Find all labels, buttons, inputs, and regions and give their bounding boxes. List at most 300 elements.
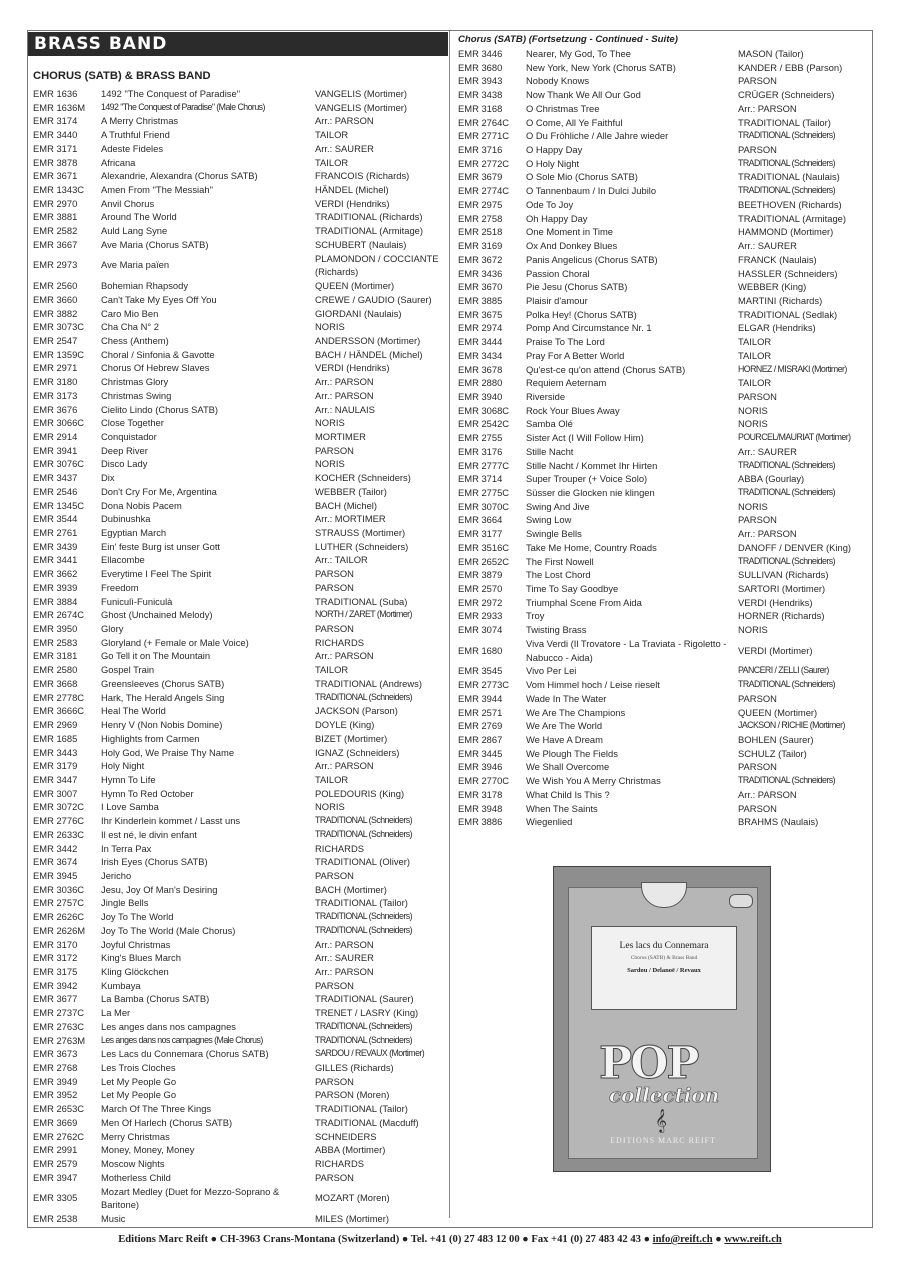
catalog-title: Freedom <box>101 581 139 593</box>
catalog-row <box>33 814 448 828</box>
catalog-code: EMR 2582 <box>33 225 78 237</box>
catalog-title: Moscow Nights <box>101 1158 165 1170</box>
catalog-composer: CREWE / GAUDIO (Saurer) <box>315 293 432 305</box>
catalog-code: EMR 3879 <box>458 569 503 581</box>
catalog-title: Pomp And Circumstance Nr. 1 <box>526 322 652 334</box>
catalog-code: EMR 1345C <box>33 499 85 511</box>
catalog-code: EMR 2768 <box>33 1062 78 1074</box>
catalog-code: EMR 2579 <box>33 1158 78 1170</box>
catalog-code: EMR 2880 <box>458 377 503 389</box>
catalog-row <box>458 184 870 198</box>
catalog-row <box>458 788 870 802</box>
footer-web-link[interactable]: www.reift.ch <box>724 1234 782 1245</box>
catalog-row <box>33 279 448 293</box>
catalog-row <box>33 334 448 348</box>
catalog-row <box>33 1143 448 1157</box>
catalog-code: EMR 3305 <box>33 1192 78 1204</box>
catalog-row <box>458 706 870 720</box>
banner-title: BRASS BAND <box>28 32 448 56</box>
catalog-row <box>33 1102 448 1116</box>
catalog-code: EMR 3066C <box>33 417 85 429</box>
catalog-title: Hymn To Red October <box>101 787 194 799</box>
catalog-code: EMR 3679 <box>458 171 503 183</box>
catalog-composer: POLEDOURIS (King) <box>315 787 405 799</box>
catalog-composer: TRADITIONAL (Saurer) <box>315 993 414 1005</box>
catalog-code: EMR 2867 <box>458 733 503 745</box>
left-section-title: CHORUS (SATB) & BRASS BAND <box>33 70 211 82</box>
catalog-row <box>458 390 870 404</box>
catalog-title: I Love Samba <box>101 801 159 813</box>
catalog-code: EMR 2653C <box>33 1103 85 1115</box>
catalog-row <box>33 471 448 485</box>
catalog-code: EMR 3175 <box>33 966 78 977</box>
catalog-row <box>458 486 870 500</box>
catalog-code: EMR 3672 <box>458 253 503 265</box>
catalog-title: Close Together <box>101 417 164 429</box>
catalog-composer: PARSON <box>315 568 354 580</box>
catalog-row <box>458 802 870 816</box>
catalog-title: O Come, All Ye Faithful <box>526 116 623 128</box>
catalog-code: EMR 3445 <box>458 747 503 759</box>
catalog-composer: KANDER / EBB (Parson) <box>738 61 843 73</box>
catalog-title: Motherless Child <box>101 1171 171 1183</box>
catalog-row <box>458 692 870 706</box>
catalog-code: EMR 3172 <box>33 952 78 964</box>
catalog-row <box>33 732 448 746</box>
catalog-title: Don't Cry For Me, Argentina <box>101 485 217 497</box>
catalog-composer: Arr.: PARSON <box>315 760 374 772</box>
catalog-code: EMR 2583 <box>33 636 78 648</box>
catalog-composer: VERDI (Hendriks) <box>315 362 390 374</box>
catalog-composer: PARSON <box>315 444 354 456</box>
catalog-title: Ox And Donkey Blues <box>526 240 618 252</box>
catalog-row <box>33 1212 448 1226</box>
catalog-title: O Christmas Tree <box>526 102 600 114</box>
catalog-title: Can't Take My Eyes Off You <box>101 293 217 305</box>
catalog-composer: TRADITIONAL (Schneiders) <box>315 1020 412 1031</box>
catalog-code: EMR 2762C <box>33 1130 85 1142</box>
catalog-code: EMR 3885 <box>458 294 503 306</box>
catalog-row <box>458 472 870 486</box>
catalog-code: EMR 3436 <box>458 267 503 279</box>
sun-logo-icon <box>641 882 687 908</box>
catalog-row <box>33 183 448 197</box>
catalog-row <box>33 1034 448 1048</box>
catalog-composer: Arr.: NAULAIS <box>315 403 375 415</box>
catalog-row <box>458 664 870 678</box>
catalog-code: EMR 3171 <box>33 142 78 154</box>
catalog-row <box>33 677 448 691</box>
catalog-code: EMR 1636M <box>33 101 86 113</box>
catalog-composer: Arr.: PARSON <box>738 102 797 114</box>
catalog-title: Swing Low <box>526 514 572 526</box>
catalog-code: EMR 3884 <box>33 595 78 607</box>
catalog-title: Adeste Fideles <box>101 142 164 154</box>
catalog-composer: Arr.: PARSON <box>315 376 374 388</box>
catalog-title: Time To Say Goodbye <box>526 583 619 595</box>
catalog-composer: PARSON <box>738 514 777 526</box>
catalog-code: EMR 3677 <box>33 993 78 1005</box>
catalog-title: Triumphal Scene From Aida <box>526 596 642 608</box>
catalog-title: 1492 "The Conquest of Paradise" <box>101 88 241 99</box>
catalog-code: EMR 1636 <box>33 88 78 99</box>
catalog-code: EMR 3516C <box>458 541 510 553</box>
catalog-title: When The Saints <box>526 802 598 814</box>
catalog-title: Plaisir d'amour <box>526 294 588 306</box>
catalog-code: EMR 2633C <box>33 828 85 840</box>
catalog-composer: PARSON <box>315 979 354 991</box>
catalog-title: Nearer, My God, To Thee <box>526 48 631 59</box>
catalog-code: EMR 3074 <box>458 624 503 636</box>
catalog-title: Money, Money, Money <box>101 1144 195 1156</box>
catalog-code: EMR 2761 <box>33 527 78 538</box>
catalog-code: EMR 3178 <box>458 788 503 800</box>
catalog-composer: TRADITIONAL (Tailor) <box>315 897 408 909</box>
catalog-row <box>458 637 870 664</box>
catalog-row <box>33 389 448 403</box>
catalog-row <box>458 760 870 774</box>
catalog-composer: TRADITIONAL (Suba) <box>315 595 408 607</box>
catalog-code: EMR 3441 <box>33 554 78 566</box>
catalog-row <box>33 663 448 677</box>
right-catalog-list <box>458 47 870 829</box>
catalog-code: EMR 3073C <box>33 321 85 333</box>
catalog-composer: TRADITIONAL (Schneiders) <box>315 815 412 826</box>
catalog-title: Take Me Home, Country Roads <box>526 541 657 553</box>
catalog-code: EMR 2758 <box>458 212 503 224</box>
catalog-code: EMR 3072C <box>33 801 85 813</box>
catalog-code: EMR 2775C <box>458 487 510 498</box>
catalog-row <box>33 224 448 238</box>
catalog-composer: JACKSON (Parson) <box>315 705 398 717</box>
catalog-title: Merry Christmas <box>101 1130 170 1142</box>
cover-title: Les lacs du Connemara <box>619 941 709 951</box>
catalog-composer: ABBA (Gourlay) <box>738 473 805 485</box>
catalog-code: EMR 2674C <box>33 609 85 621</box>
publisher-badge-icon <box>729 894 753 908</box>
catalog-row <box>33 293 448 307</box>
treble-clef-icon: 𝄞 <box>655 1110 667 1132</box>
catalog-row <box>33 114 448 128</box>
catalog-title: Pray For A Better World <box>526 349 625 361</box>
catalog-code: EMR 3434 <box>458 349 503 361</box>
catalog-row <box>458 815 870 829</box>
catalog-composer: Arr.: PARSON <box>315 938 374 950</box>
catalog-title: Les anges dans nos campagnes (Male Chorus) <box>101 1034 263 1045</box>
catalog-code: EMR 3670 <box>458 281 503 293</box>
catalog-composer: TRADITIONAL (Schneiders) <box>738 775 835 786</box>
catalog-row <box>458 294 870 308</box>
catalog-title: Holy God, We Praise Thy Name <box>101 746 235 758</box>
catalog-composer: RICHARDS <box>315 1158 364 1170</box>
catalog-code: EMR 3942 <box>33 979 78 991</box>
catalog-title: Deep River <box>101 444 148 456</box>
catalog-row <box>458 280 870 294</box>
catalog-code: EMR 3170 <box>33 938 78 950</box>
catalog-row <box>33 581 448 595</box>
catalog-composer: SCHULZ (Tailor) <box>738 747 807 759</box>
catalog-row <box>33 567 448 581</box>
catalog-title: Funiculì-Funiculà <box>101 595 173 607</box>
catalog-code: EMR 3446 <box>458 48 503 59</box>
catalog-row <box>458 225 870 239</box>
catalog-row <box>458 239 870 253</box>
catalog-title: Les anges dans nos campagnes <box>101 1020 236 1032</box>
catalog-composer: NORIS <box>315 417 345 429</box>
catalog-title: Holy Night <box>101 760 145 772</box>
catalog-composer: TRADITIONAL (Schneiders) <box>738 555 835 566</box>
catalog-composer: Arr.: PARSON <box>738 528 797 540</box>
catalog-code: EMR 2933 <box>458 610 503 622</box>
catalog-row <box>458 404 870 418</box>
catalog-code: EMR 3176 <box>458 445 503 457</box>
left-catalog-list <box>33 87 448 1226</box>
catalog-row <box>458 253 870 267</box>
catalog-title: We Have A Dream <box>526 733 603 745</box>
catalog-composer: LUTHER (Schneiders) <box>315 540 409 552</box>
catalog-code: EMR 3169 <box>458 240 503 252</box>
catalog-row <box>33 1088 448 1102</box>
column-divider <box>449 31 450 1218</box>
catalog-composer: BRAHMS (Naulais) <box>738 816 819 828</box>
catalog-row <box>458 308 870 322</box>
cover-inner <box>568 887 758 1159</box>
catalog-row <box>33 320 448 334</box>
catalog-composer: PARSON <box>738 75 777 87</box>
catalog-title: Les Trois Cloches <box>101 1062 176 1074</box>
catalog-title: Pie Jesu (Chorus SATB) <box>526 281 628 293</box>
catalog-composer: JACKSON / RICHIE (Mortimer) <box>738 720 845 731</box>
catalog-title: We Are The Champions <box>526 706 626 718</box>
cover-pop-logo: POP <box>599 1038 698 1089</box>
catalog-title: Hymn To Life <box>101 773 156 785</box>
catalog-composer: VANGELIS (Mortimer) <box>315 88 408 99</box>
catalog-composer: TAILOR <box>315 156 349 168</box>
catalog-code: EMR 2773C <box>458 679 510 691</box>
catalog-code: EMR 3439 <box>33 540 78 552</box>
catalog-title: Sister Act (I Will Follow Him) <box>526 432 644 444</box>
catalog-title: Vivo Per Lei <box>526 665 577 677</box>
catalog-title: A Merry Christmas <box>101 115 179 127</box>
catalog-title: Oh Happy Day <box>526 212 588 224</box>
catalog-title: Amen From "The Messiah" <box>101 184 213 196</box>
catalog-title: La Mer <box>101 1007 131 1019</box>
catalog-composer: Arr.: PARSON <box>315 650 374 662</box>
catalog-row <box>33 252 448 279</box>
catalog-row <box>33 924 448 938</box>
catalog-composer: GILLES (Richards) <box>315 1062 394 1074</box>
catalog-title: Joyful Christmas <box>101 938 171 950</box>
catalog-title: Auld Lang Syne <box>101 225 168 237</box>
catalog-row <box>458 376 870 390</box>
catalog-composer: TAILOR <box>738 349 772 361</box>
catalog-composer: SARDOU / REVAUX (Mortimer) <box>315 1048 425 1059</box>
catalog-title: Alexandrie, Alexandra (Chorus SATB) <box>101 170 258 182</box>
catalog-title: Qu'est-ce qu'on attend (Chorus SATB) <box>526 363 686 375</box>
catalog-row <box>33 649 448 663</box>
catalog-title: Ihr Kinderlein kommet / Lasst uns <box>101 815 241 827</box>
catalog-composer: BACH (Michel) <box>315 499 377 511</box>
catalog-composer: GIORDANI (Naulais) <box>315 307 402 319</box>
catalog-title: Jericho <box>101 869 132 881</box>
catalog-title: Now Thank We All Our God <box>526 89 641 101</box>
catalog-code: EMR 2560 <box>33 280 78 292</box>
catalog-code: EMR 3007 <box>33 787 78 799</box>
catalog-title: Kumbaya <box>101 979 141 991</box>
catalog-code: EMR 2571 <box>458 706 503 718</box>
catalog-code: EMR 1343C <box>33 184 85 196</box>
catalog-composer: Arr.: TAILOR <box>315 554 368 566</box>
catalog-title: We Plough The Fields <box>526 747 618 759</box>
catalog-row <box>458 774 870 788</box>
catalog-row <box>33 485 448 499</box>
catalog-title: Super Trouper (+ Voice Solo) <box>526 473 648 485</box>
footer-text: Editions Marc Reift ● CH-3963 Crans-Montana (Switzerland) ● Tel. +41 (0) 27 483 12 00 ● Fax +41 (0) 27 483 42 43 ● <box>118 1234 653 1245</box>
catalog-code: EMR 1359C <box>33 348 85 360</box>
catalog-code: EMR 3941 <box>33 444 78 456</box>
cover-collection-logo: collection <box>609 1083 720 1107</box>
catalog-composer: BACH (Mortimer) <box>315 883 387 895</box>
catalog-title: Nobody Knows <box>526 75 590 87</box>
catalog-row <box>33 746 448 760</box>
catalog-composer: TRADITIONAL (Schneiders) <box>738 679 835 690</box>
catalog-composer: Arr.: MORTIMER <box>315 513 386 525</box>
catalog-title: One Moment in Time <box>526 226 614 238</box>
catalog-title: Chess (Anthem) <box>101 334 169 346</box>
catalog-title: Gloryland (+ Female or Male Voice) <box>101 636 249 648</box>
catalog-composer: TRADITIONAL (Naulais) <box>738 171 840 183</box>
catalog-code: EMR 3545 <box>458 665 503 677</box>
catalog-row <box>458 459 870 473</box>
catalog-composer: DANOFF / DENVER (King) <box>738 541 852 553</box>
catalog-composer: NORIS <box>738 404 768 416</box>
catalog-row <box>33 842 448 856</box>
catalog-code: EMR 2774C <box>458 185 510 197</box>
catalog-row <box>33 883 448 897</box>
catalog-title: Cha Cha N° 2 <box>101 321 159 333</box>
catalog-composer: PARSON <box>315 623 354 635</box>
catalog-composer: SARTORI (Mortimer) <box>738 583 826 595</box>
catalog-code: EMR 3440 <box>33 129 78 141</box>
catalog-title: We Wish You A Merry Christmas <box>526 775 661 787</box>
catalog-title: Ave Maria (Chorus SATB) <box>101 238 209 250</box>
catalog-code: EMR 2652C <box>458 555 510 567</box>
catalog-composer: Arr.: SAURER <box>315 142 374 154</box>
catalog-title: O Du Fröhliche / Alle Jahre wieder <box>526 130 669 142</box>
catalog-row <box>33 1116 448 1130</box>
catalog-code: EMR 3444 <box>458 336 503 348</box>
catalog-row <box>33 855 448 869</box>
catalog-title: March Of The Three Kings <box>101 1103 212 1115</box>
catalog-title: Disco Lady <box>101 458 148 470</box>
catalog-code: EMR 3878 <box>33 156 78 168</box>
catalog-code: EMR 2972 <box>458 596 503 608</box>
catalog-code: EMR 3076C <box>33 458 85 470</box>
catalog-title: Ghost (Unchained Melody) <box>101 609 213 621</box>
catalog-composer: TRADITIONAL (Schneiders) <box>738 157 835 168</box>
catalog-title: Panis Angelicus (Chorus SATB) <box>526 253 658 265</box>
catalog-composer: PARSON <box>315 1171 354 1183</box>
catalog-code: EMR 3664 <box>458 514 503 526</box>
catalog-row <box>458 568 870 582</box>
catalog-composer: Arr.: SAURER <box>315 952 374 964</box>
catalog-row <box>33 1020 448 1034</box>
catalog-row <box>33 444 448 458</box>
catalog-composer: MOZART (Moren) <box>315 1192 390 1204</box>
catalog-row <box>458 267 870 281</box>
catalog-code: EMR 1680 <box>458 644 503 656</box>
catalog-row <box>458 88 870 102</box>
catalog-title: Requiem Aeternam <box>526 377 607 389</box>
cover-subtitle: Chorus (SATB) & Brass Band <box>630 955 698 961</box>
catalog-code: EMR 2546 <box>33 485 78 497</box>
catalog-title: Mozart Medley (Duet for Mezzo-Soprano & Baritone) <box>101 1185 280 1211</box>
catalog-title: Bohemian Rhapsody <box>101 280 189 292</box>
catalog-code: EMR 3662 <box>33 568 78 580</box>
catalog-row <box>33 142 448 156</box>
catalog-code: EMR 3671 <box>33 170 78 182</box>
catalog-code: EMR 3544 <box>33 513 78 525</box>
catalog-composer: Arr.: SAURER <box>738 240 797 252</box>
catalog-code: EMR 3881 <box>33 211 78 223</box>
catalog-composer: TRADITIONAL (Schneiders) <box>315 691 412 702</box>
catalog-composer: TRADITIONAL (Armitage) <box>315 225 423 237</box>
catalog-code: EMR 3179 <box>33 760 78 772</box>
catalog-row <box>33 869 448 883</box>
catalog-code: EMR 2547 <box>33 334 78 346</box>
catalog-title: Greensleeves (Chorus SATB) <box>101 677 225 689</box>
catalog-code: EMR 3180 <box>33 376 78 388</box>
catalog-title: New York, New York (Chorus SATB) <box>526 61 676 73</box>
catalog-row <box>33 704 448 718</box>
catalog-row <box>33 951 448 965</box>
catalog-title: Around The World <box>101 211 177 223</box>
catalog-code: EMR 3946 <box>458 761 503 773</box>
catalog-row <box>33 896 448 910</box>
catalog-row <box>33 307 448 321</box>
catalog-code: EMR 2764C <box>458 116 510 128</box>
catalog-composer: PARSON <box>315 869 354 881</box>
catalog-composer: TRADITIONAL (Andrews) <box>315 677 422 689</box>
catalog-composer: WEBBER (Tailor) <box>315 485 387 497</box>
catalog-row <box>33 800 448 814</box>
catalog-row <box>33 526 448 540</box>
catalog-composer: DOYLE (King) <box>315 719 375 731</box>
catalog-title: Samba Olé <box>526 418 573 430</box>
catalog-composer: HASSLER (Schneiders) <box>738 267 838 279</box>
catalog-title: A Truthful Friend <box>101 129 170 141</box>
catalog-row <box>33 787 448 801</box>
catalog-title: Henry V (Non Nobis Domine) <box>101 719 223 731</box>
footer-email-link[interactable]: info@reift.ch <box>652 1234 713 1245</box>
catalog-composer: BEETHOVEN (Richards) <box>738 198 842 210</box>
catalog-row <box>458 129 870 143</box>
catalog-row <box>33 1075 448 1089</box>
catalog-row <box>458 678 870 692</box>
catalog-composer: HÄNDEL (Michel) <box>315 184 389 196</box>
catalog-code: EMR 3949 <box>33 1075 78 1087</box>
catalog-composer: VERDI (Hendriks) <box>315 197 390 209</box>
catalog-row <box>33 1047 448 1061</box>
catalog-row <box>458 363 870 377</box>
catalog-title: Viva Verdi (Il Trovatore - La Traviata - Rigoletto - Nabucco - Aida) <box>526 637 727 663</box>
catalog-composer: FRANCOIS (Richards) <box>315 170 410 182</box>
catalog-composer: Arr.: PARSON <box>315 389 374 401</box>
catalog-composer: TRADITIONAL (Sedlak) <box>738 308 838 320</box>
catalog-row <box>33 540 448 554</box>
catalog-row <box>458 555 870 569</box>
catalog-code: EMR 3442 <box>33 842 78 854</box>
